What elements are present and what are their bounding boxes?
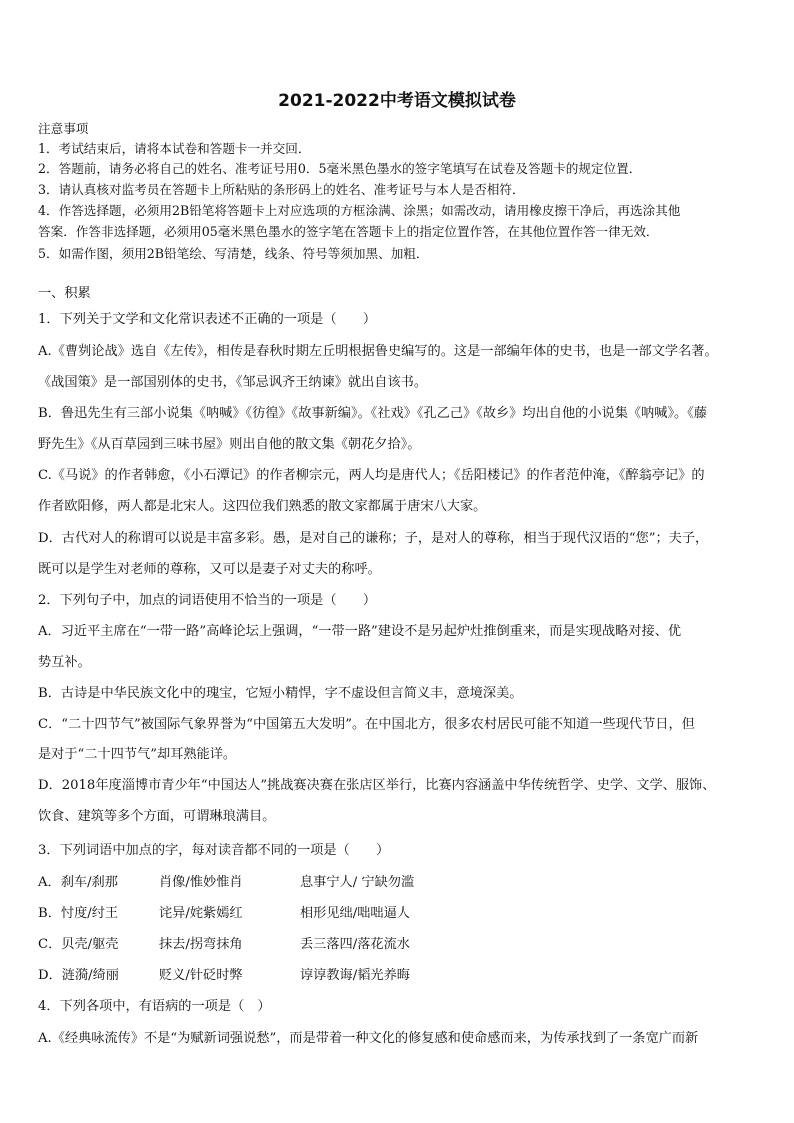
notice-item: 5．如需作图，须用2B铅笔绘、写清楚，线条、符号等须加黑、加粗． [38,246,429,261]
option-label: B．忖度/纣王 [38,906,119,921]
option-label: D．涟漪/绮丽 [38,968,119,983]
question-stem: 1．下列关于文学和文化常识表述不正确的一项是（ ） [38,312,377,327]
notice-item: 2．答题前，请务必将自己的姓名、准考证号用0．5毫米黑色墨水的签字笔填写在试卷及答题卡的规定位置． [38,161,642,176]
question-line: 饮食、建筑等多个方面，可谓琳琅满目。 [38,809,276,824]
question-line: A.《经典咏流传》不是“为赋新词强说愁”，而是带着一种文化的修复感和使命感而来，为传承找到了一条宽广而新 [38,1031,699,1046]
question-line: 《战国策》是一部国别体的史书，《邹忌讽齐王纳谏》就出自该书。 [38,375,428,390]
question-line: 既可以是学生对老师的尊称，又可以是妻子对丈夫的称呼。 [38,562,381,577]
notice-item: 4．作答选择题，必须用2B铅笔将答题卡上对应选项的方框涂满、涂黑；如需改动，请用橡皮擦干净后，再选涂其他 [38,203,681,218]
question-line: A．习近平主席在“一带一路”高峰论坛上强调，“一带一路”建设不是另起炉灶推倒重来，而是实现战略对接、优 [38,624,682,639]
option-pair: 贬义/针砭时弊 [159,968,243,983]
option-pair: 丢三落四/落花流水 [300,937,410,952]
question-line: C．“二十四节气”被国际气象界誉为“中国第五大发明”。在中国北方，很多农村居民可能不知道一些现代节日，但 [38,717,695,732]
option-pair: 抹去/拐弯抹角 [159,937,243,952]
question-line: A.《曹刿论战》选自《左传》，相传是春秋时期左丘明根据鲁史编写的。这是一部编年体的史书，也是一部文学名著。 [38,344,718,359]
notice-item: 1．考试结束后，请将本试卷和答题卡一并交回． [38,141,311,156]
notice-heading: 注意事项 [38,121,89,136]
question-line: 是对于“二十四节气”却耳熟能详。 [38,747,237,762]
question-line: C.《马说》的作者韩愈，《小石潭记》的作者柳宗元，两人均是唐代人；《岳阳楼记》的作者范仲淹，《醉翁亭记》的 [38,468,705,483]
section-heading: 一、积累 [38,286,91,301]
question-stem: 4．下列各项中，有语病的一项是（ ） [38,999,271,1014]
exam-title: 2021-2022中考语文模拟试卷 [278,91,516,111]
option-pair: 肖像/惟妙惟肖 [159,875,243,890]
option-pair: 息事宁人/ 宁缺勿滥 [300,875,415,890]
option-pair: 诧异/姹紫嫣红 [159,906,243,921]
option-pair: 相形见绌/咄咄逼人 [300,906,410,921]
question-stem: 3．下列词语中加点的字，每对读音都不同的一项是（ ） [38,843,390,858]
option-label: A．刹车/刹那 [38,875,118,890]
notice-item: 3．请认真核对监考员在答题卡上所粘贴的条形码上的姓名、准考证号与本人是否相符． [38,182,525,197]
question-line: B．鲁迅先生有三部小说集《呐喊》《彷徨》《故事新编》。《社戏》《孔乙己》《故乡》均出自他的小说集《呐喊》。《藤 [38,406,708,421]
question-line: 作者欧阳修，两人都是北宋人。这四位我们熟悉的散文家都属于唐宋八大家。 [38,499,487,514]
option-pair: 谆谆教诲/韬光养晦 [300,968,410,983]
question-line: B．古诗是中华民族文化中的瑰宝，它短小精悍，字不虚设但言简义丰，意境深美。 [38,686,523,701]
question-line: 野先生》《从百草园到三味书屋》则出自他的散文集《朝花夕拾》。 [38,437,421,452]
question-line: 势互补。 [38,655,91,670]
option-label: C．贝壳/躯壳 [38,937,119,952]
question-line: D．古代对人的称谓可以说是丰富多彩。愚，是对自己的谦称；子，是对人的尊称，相当于现代汉语的“您”；夫子， [38,531,709,546]
question-line: D．2018年度淄博市青少年“中国达人”挑战赛决赛在张店区举行，比赛内容涵盖中华传统哲学、史学、文学、服饰、 [38,778,716,793]
question-stem: 2．下列句子中，加点的词语使用不恰当的一项是（ ） [38,593,377,608]
notice-item: 答案．作答非选择题，必须用05毫米黑色墨水的签字笔在答题卡上的指定位置作答，在其他位置作答一律无效． [38,224,659,239]
